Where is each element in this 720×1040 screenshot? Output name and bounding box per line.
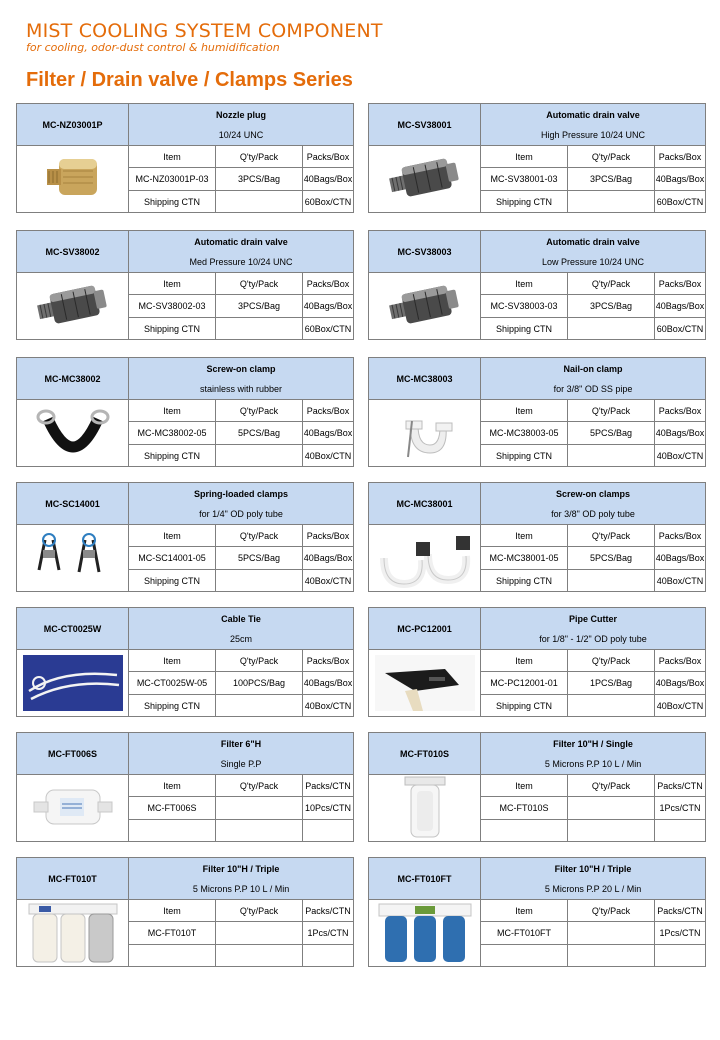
product-name: Filter 6"H [220,738,262,749]
shipping-label-cell: Shipping CTN [481,570,568,592]
item-code-cell: MC-FT010T [129,922,216,945]
shipping-label-cell: Shipping CTN [129,318,216,340]
product-image [17,273,129,340]
product-name: Pipe Cutter [569,613,618,624]
col-header-qty: Q'ty/Pack [216,146,303,168]
col-header-item: Item [481,273,568,295]
product-image [17,400,129,467]
col-header-item: Item [129,775,216,797]
product-card [368,857,705,967]
product-name: Automatic drain valve [194,236,288,247]
item-code-cell: MC-FT006S [129,797,216,820]
item-code-cell: MC-NZ03001P-03 [129,168,216,191]
product-card [16,857,353,967]
product-code: MC-SV38001 [369,104,481,146]
shipping-label-cell: Shipping CTN [481,191,568,213]
qty-cell: 1PCS/Bag [568,672,655,695]
drain-valve-icon [369,151,480,207]
product-spec: Med Pressure 10/24 UNC [189,256,293,267]
col-header-item: Item [129,650,216,672]
product-image [17,146,129,213]
col-header-item: Item [129,400,216,422]
qty-cell: 3PCS/Bag [216,295,303,318]
product-name: Screw-on clamp [206,363,276,374]
product-description [129,733,354,775]
shipping-label-cell: Shipping CTN [481,445,568,467]
shipping-box-cell: 40Box/CTN [303,695,354,717]
shipping-label-cell: Shipping CTN [129,445,216,467]
product-name: Screw-on clamps [555,488,631,499]
packs-cell: 40Bags/Box [655,547,706,570]
shipping-label-cell [129,820,216,842]
col-header-qty: Q'ty/Pack [216,273,303,295]
blue-triple-filter-icon [369,900,480,966]
product-code: MC-SV38002 [17,231,129,273]
qty-cell: 5PCS/Bag [568,547,655,570]
col-header-packs: Packs/CTN [655,775,706,797]
col-header-packs: Packs/Box [655,146,706,168]
shipping-box-cell: 60Box/CTN [303,318,354,340]
product-spec: 5 Microns P.P 10 L / Min [544,758,642,769]
product-card [368,357,705,467]
col-header-qty: Q'ty/Pack [568,273,655,295]
product-code: MC-FT006S [17,733,129,775]
col-header-qty: Q'ty/Pack [568,900,655,922]
shipping-box-cell: 60Box/CTN [655,318,706,340]
item-code-cell: MC-MC38002-05 [129,422,216,445]
shipping-qty-cell [568,191,655,213]
item-code-cell: MC-SC14001-05 [129,547,216,570]
pipe-cutter-icon [369,655,480,711]
catalog-title: MIST COOLING SYSTEM COMPONENT [26,20,383,42]
product-name: Filter 10"H / Triple [554,863,632,874]
product-table [16,357,354,467]
shipping-qty-cell [568,570,655,592]
qty-cell: 5PCS/Bag [568,422,655,445]
product-description [129,608,354,650]
product-description [481,358,706,400]
shipping-qty-cell [216,695,303,717]
product-table [368,357,706,467]
packs-cell: 40Bags/Box [303,295,354,318]
product-description [481,104,706,146]
catalog-subtitle: for cooling, odor-dust control & humidification [26,41,280,54]
col-header-qty: Q'ty/Pack [568,146,655,168]
product-table [16,103,354,213]
product-code: MC-FT010T [17,858,129,900]
product-name: Automatic drain valve [546,109,640,120]
item-code-cell: MC-MC38001-05 [481,547,568,570]
shipping-label-cell [481,945,568,967]
col-header-qty: Q'ty/Pack [216,525,303,547]
shipping-label-cell [129,945,216,967]
col-header-item: Item [481,400,568,422]
product-table [16,230,354,340]
shipping-box-cell [655,945,706,967]
item-code-cell: MC-SV38002-03 [129,295,216,318]
product-code: MC-SV38003 [369,231,481,273]
shipping-qty-cell [216,945,303,967]
qty-cell: 5PCS/Bag [216,422,303,445]
packs-cell: 40Bags/Box [655,672,706,695]
shipping-qty-cell [216,570,303,592]
product-code: MC-CT0025W [17,608,129,650]
product-code: MC-SC14001 [17,483,129,525]
col-header-item: Item [129,146,216,168]
packs-cell: 40Bags/Box [303,422,354,445]
qty-cell: 3PCS/Bag [216,168,303,191]
col-header-qty: Q'ty/Pack [568,400,655,422]
item-code-cell: MC-SV38003-03 [481,295,568,318]
shipping-box-cell: 40Box/CTN [303,570,354,592]
product-table [16,607,354,717]
shipping-qty-cell [568,945,655,967]
shipping-box-cell [303,820,354,842]
item-code-cell: MC-MC38003-05 [481,422,568,445]
product-spec: 10/24 UNC [218,129,264,140]
col-header-packs: Packs/Box [303,146,354,168]
drain-valve-icon [17,278,128,334]
product-card [16,357,353,467]
product-description [129,358,354,400]
product-name: Filter 10"H / Single [553,738,633,749]
product-table [368,482,706,592]
shipping-label-cell: Shipping CTN [129,570,216,592]
product-table [16,482,354,592]
product-code: MC-MC38002 [17,358,129,400]
col-header-packs: Packs/Box [655,650,706,672]
col-header-qty: Q'ty/Pack [216,400,303,422]
col-header-packs: Packs/Box [655,525,706,547]
col-header-packs: Packs/Box [303,650,354,672]
col-header-packs: Packs/Box [655,273,706,295]
shipping-qty-cell [216,191,303,213]
product-description [481,858,706,900]
qty-cell: 3PCS/Bag [568,295,655,318]
col-header-packs: Packs/CTN [303,900,354,922]
product-code: MC-FT010FT [369,858,481,900]
col-header-item: Item [481,900,568,922]
product-card [368,482,705,592]
col-header-packs: Packs/CTN [655,900,706,922]
product-name: Nail-on clamp [563,363,623,374]
shipping-qty-cell [568,318,655,340]
col-header-qty: Q'ty/Pack [568,650,655,672]
product-image [369,650,481,717]
shipping-box-cell: 40Box/CTN [303,445,354,467]
qty-cell [216,797,303,820]
qty-cell [568,797,655,820]
col-header-item: Item [481,525,568,547]
product-image [369,775,481,842]
item-code-cell: MC-FT010S [481,797,568,820]
col-header-qty: Q'ty/Pack [568,525,655,547]
packs-cell: 40Bags/Box [303,168,354,191]
packs-cell: 1Pcs/CTN [655,922,706,945]
product-spec: for 1/8" - 1/2" OD poly tube [539,633,647,644]
product-card [368,230,705,340]
product-image [17,900,129,967]
shipping-label-cell: Shipping CTN [129,191,216,213]
product-spec: Single P.P [220,758,262,769]
shipping-box-cell [303,945,354,967]
shipping-box-cell: 40Box/CTN [655,570,706,592]
col-header-packs: Packs/Box [303,525,354,547]
screw-clamp-icon [369,528,480,588]
shipping-box-cell: 60Box/CTN [303,191,354,213]
product-spec: 5 Microns P.P 10 L / Min [192,883,290,894]
product-spec: for 3/8" OD SS pipe [553,383,633,394]
col-header-item: Item [481,650,568,672]
col-header-item: Item [129,900,216,922]
product-spec: 25cm [230,633,253,644]
product-table [16,732,354,842]
product-card [16,607,353,717]
product-name: Spring-loaded clamps [193,488,289,499]
product-card [368,607,705,717]
col-header-qty: Q'ty/Pack [216,775,303,797]
product-description [129,104,354,146]
drain-valve-icon [369,278,480,334]
inline-filter-icon [17,778,128,838]
packs-cell: 10Pcs/CTN [303,797,354,820]
item-code-cell: MC-FT010FT [481,922,568,945]
col-header-qty: Q'ty/Pack [216,900,303,922]
col-header-qty: Q'ty/Pack [568,775,655,797]
nail-clamp-icon [369,405,480,461]
col-header-item: Item [481,146,568,168]
product-table [368,103,706,213]
product-description [129,231,354,273]
shipping-qty-cell [216,820,303,842]
product-spec: Low Pressure 10/24 UNC [541,256,645,267]
product-spec: for 3/8" OD poly tube [551,508,635,519]
product-card [16,732,353,842]
product-description [129,858,354,900]
shipping-box-cell: 60Box/CTN [655,191,706,213]
single-filter-icon [369,775,480,841]
shipping-qty-cell [216,318,303,340]
col-header-packs: Packs/Box [303,400,354,422]
product-table [368,857,706,967]
product-description [481,231,706,273]
product-name: Filter 10"H / Triple [202,863,280,874]
product-description [129,483,354,525]
shipping-box-cell [655,820,706,842]
shipping-box-cell: 40Box/CTN [655,695,706,717]
item-code-cell: MC-SV38001-03 [481,168,568,191]
shipping-label-cell [481,820,568,842]
product-card [368,732,705,842]
qty-cell [216,922,303,945]
nozzle-plug-icon [17,151,128,207]
shipping-label-cell: Shipping CTN [481,695,568,717]
col-header-packs: Packs/Box [303,273,354,295]
col-header-packs: Packs/Box [655,400,706,422]
product-spec: 5 Microns P.P 20 L / Min [544,883,642,894]
product-table [368,607,706,717]
product-table [16,857,354,967]
product-image [369,900,481,967]
shipping-box-cell: 40Box/CTN [655,445,706,467]
item-code-cell: MC-PC12001-01 [481,672,568,695]
product-table [368,230,706,340]
packs-cell: 1Pcs/CTN [655,797,706,820]
product-spec: stainless with rubber [199,383,283,394]
col-header-qty: Q'ty/Pack [216,650,303,672]
cable-tie-icon [17,655,128,711]
packs-cell: 40Bags/Box [655,422,706,445]
col-header-packs: Packs/CTN [303,775,354,797]
qty-cell: 5PCS/Bag [216,547,303,570]
packs-cell: 40Bags/Box [655,168,706,191]
packs-cell: 1Pcs/CTN [303,922,354,945]
product-image [17,650,129,717]
rubber-clamp-icon [17,405,128,461]
col-header-item: Item [481,775,568,797]
product-image [369,146,481,213]
col-header-item: Item [129,525,216,547]
qty-cell: 100PCS/Bag [216,672,303,695]
product-name: Nozzle plug [216,109,266,120]
product-image [369,525,481,592]
product-card [16,230,353,340]
product-code: MC-MC38001 [369,483,481,525]
product-card [16,482,353,592]
product-name: Cable Tie [221,613,261,624]
product-image [17,775,129,842]
shipping-label-cell: Shipping CTN [129,695,216,717]
item-code-cell: MC-CT0025W-05 [129,672,216,695]
product-code: MC-PC12001 [369,608,481,650]
series-heading: Filter / Drain valve / Clamps Series [26,69,353,91]
product-image [369,273,481,340]
product-image [369,400,481,467]
packs-cell: 40Bags/Box [303,672,354,695]
product-description [481,483,706,525]
product-code: MC-FT010S [369,733,481,775]
product-card [368,103,705,213]
shipping-qty-cell [216,445,303,467]
spring-clamp-icon [17,528,128,588]
packs-cell: 40Bags/Box [303,547,354,570]
product-description [481,733,706,775]
shipping-qty-cell [568,695,655,717]
product-code: MC-NZ03001P [17,104,129,146]
col-header-item: Item [129,273,216,295]
qty-cell [568,922,655,945]
product-name: Automatic drain valve [546,236,640,247]
product-spec: for 1/4" OD poly tube [199,508,283,519]
product-description [481,608,706,650]
shipping-qty-cell [568,445,655,467]
shipping-qty-cell [568,820,655,842]
product-code: MC-MC38003 [369,358,481,400]
triple-filter-icon [17,900,128,966]
packs-cell: 40Bags/Box [655,295,706,318]
qty-cell: 3PCS/Bag [568,168,655,191]
product-image [17,525,129,592]
shipping-label-cell: Shipping CTN [481,318,568,340]
product-spec: High Pressure 10/24 UNC [540,129,646,140]
product-card [16,103,353,213]
product-table [368,732,706,842]
